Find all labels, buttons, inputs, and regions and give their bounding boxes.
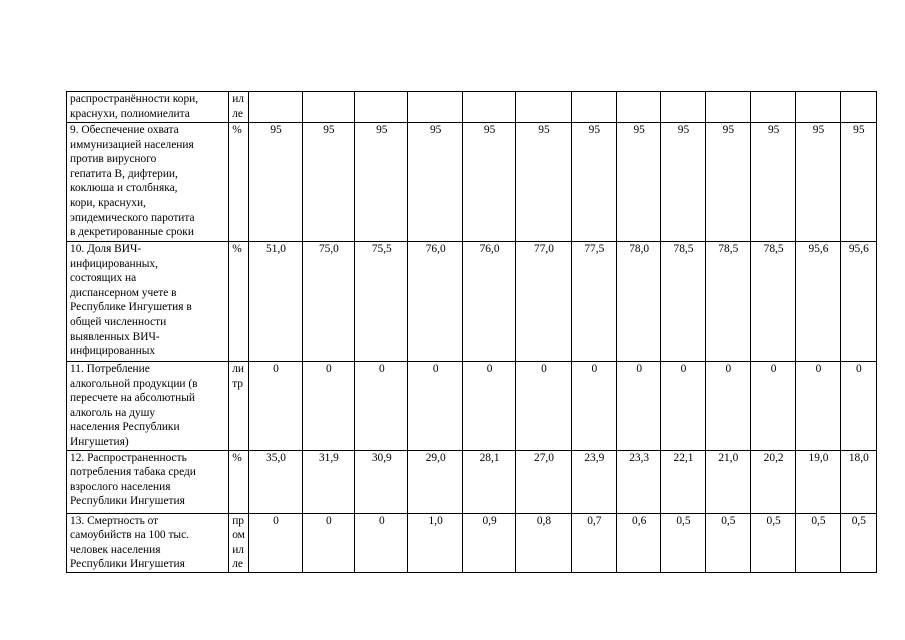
indicator-name-cell xyxy=(67,123,229,242)
value-cell: 23,9 xyxy=(571,450,616,513)
value-cell xyxy=(249,92,302,123)
indicator-name-line: инфицированных xyxy=(70,345,156,358)
value-cell: 1,0 xyxy=(408,513,462,572)
value-cell: 0 xyxy=(796,362,840,451)
value-cell: 77,0 xyxy=(516,242,571,362)
indicator-name-line: краснухи, полиомиелита xyxy=(70,107,190,120)
value-cell: 19,0 xyxy=(796,450,840,513)
indicator-name-line: иммунизацией населения xyxy=(70,138,194,151)
table-row xyxy=(67,242,877,362)
value-cell: 95 xyxy=(750,123,795,242)
unit-line: % xyxy=(232,124,242,136)
indicator-name-line: диспансерном учете в xyxy=(70,286,177,299)
value-cell: 77,5 xyxy=(571,242,616,362)
indicator-name-cell xyxy=(67,242,229,362)
value-cell xyxy=(302,92,354,123)
value-cell xyxy=(750,92,795,123)
unit-line: ом xyxy=(232,529,245,542)
unit-cell xyxy=(229,123,249,242)
value-cell: 29,0 xyxy=(408,450,462,513)
value-cell: 0 xyxy=(355,362,408,451)
indicator-name-line: против вирусного xyxy=(70,153,157,166)
indicator-name-line: потребления табака среди xyxy=(70,466,196,479)
indicator-name-line: 13. Смертность от xyxy=(70,514,159,527)
value-cell xyxy=(462,92,515,123)
value-cell xyxy=(617,92,661,123)
indicator-name-line: пересчете на абсолютный xyxy=(70,392,195,405)
value-cell: 0 xyxy=(302,362,354,451)
indicators-table xyxy=(66,91,877,573)
value-cell: 76,0 xyxy=(408,242,462,362)
unit-line: % xyxy=(232,451,242,464)
value-cell: 95 xyxy=(661,123,705,242)
value-cell: 0 xyxy=(571,362,616,451)
unit-line: ле xyxy=(232,107,243,120)
value-cell: 31,9 xyxy=(302,450,354,513)
value-cell: 0,5 xyxy=(705,513,750,572)
indicator-name-line: населения Республики xyxy=(70,421,180,434)
indicator-name-cell xyxy=(67,362,229,451)
indicator-name-line: Республике Ингушетия в xyxy=(70,301,192,314)
value-cell: 95 xyxy=(796,123,840,242)
value-cell: 0,5 xyxy=(840,513,876,572)
value-cell: 95 xyxy=(516,123,571,242)
indicator-name-line: распространённости кори, xyxy=(70,93,199,105)
indicator-name-cell xyxy=(67,513,229,572)
value-cell: 0,5 xyxy=(661,513,705,572)
indicator-name-line: выявленных ВИЧ- xyxy=(70,330,160,343)
table-row xyxy=(67,92,877,123)
indicator-name-line: в декретированные сроки xyxy=(70,226,194,239)
indicator-name-line: состоящих на xyxy=(70,272,137,285)
value-cell: 30,9 xyxy=(355,450,408,513)
value-cell: 78,5 xyxy=(750,242,795,362)
value-cell: 78,0 xyxy=(617,242,661,362)
indicator-name-line: человек населения xyxy=(70,543,161,556)
indicator-name-line: Республики Ингушетия xyxy=(70,495,185,508)
value-cell: 95 xyxy=(249,123,302,242)
unit-line: тр xyxy=(232,377,243,390)
value-cell: 0,9 xyxy=(462,513,515,572)
indicator-name-line: инфицированных, xyxy=(70,257,158,270)
value-cell: 76,0 xyxy=(462,242,515,362)
value-cell: 0 xyxy=(408,362,462,451)
indicator-name-cell xyxy=(67,92,229,123)
value-cell: 0,6 xyxy=(617,513,661,572)
table-row xyxy=(67,450,877,513)
value-cell: 0,7 xyxy=(571,513,616,572)
indicator-name-line: взрослого населения xyxy=(70,480,171,493)
value-cell: 27,0 xyxy=(516,450,571,513)
indicator-name-line: алкогольной продукции (в xyxy=(70,377,198,390)
value-cell: 0 xyxy=(355,513,408,572)
value-cell: 95 xyxy=(355,123,408,242)
value-cell: 0,5 xyxy=(750,513,795,572)
unit-line: пр xyxy=(232,514,244,527)
table-row xyxy=(67,362,877,451)
value-cell: 95 xyxy=(617,123,661,242)
value-cell: 95 xyxy=(705,123,750,242)
value-cell: 0 xyxy=(750,362,795,451)
value-cell xyxy=(705,92,750,123)
value-cell: 21,0 xyxy=(705,450,750,513)
value-cell: 18,0 xyxy=(840,450,876,513)
unit-line: ил xyxy=(232,93,244,105)
indicator-name-line: 11. Потребление xyxy=(70,363,150,375)
indicator-name-line: 9. Обеспечение охвата xyxy=(70,124,179,136)
indicator-name-line: коклюша и столбняка, xyxy=(70,182,178,195)
value-cell: 23,3 xyxy=(617,450,661,513)
unit-line: ли xyxy=(232,363,244,375)
value-cell: 0 xyxy=(840,362,876,451)
indicator-name-line: гепатита В, дифтерии, xyxy=(70,167,178,180)
value-cell: 0 xyxy=(617,362,661,451)
value-cell: 0 xyxy=(661,362,705,451)
value-cell: 95 xyxy=(462,123,515,242)
value-cell: 20,2 xyxy=(750,450,795,513)
table-row xyxy=(67,123,877,242)
indicator-name-line: кори, краснухи, xyxy=(70,196,146,209)
unit-line: ле xyxy=(232,558,243,571)
value-cell: 0 xyxy=(462,362,515,451)
value-cell xyxy=(408,92,462,123)
value-cell xyxy=(571,92,616,123)
unit-cell xyxy=(229,362,249,451)
value-cell: 75,0 xyxy=(302,242,354,362)
indicator-name-line: 10. Доля ВИЧ- xyxy=(70,243,142,255)
value-cell: 0 xyxy=(705,362,750,451)
value-cell: 28,1 xyxy=(462,450,515,513)
unit-cell xyxy=(229,242,249,362)
value-cell: 22,1 xyxy=(661,450,705,513)
table-row xyxy=(67,513,877,572)
value-cell: 0 xyxy=(249,513,302,572)
unit-cell xyxy=(229,450,249,513)
indicator-name-line: 12. Распространенность xyxy=(70,451,187,464)
value-cell xyxy=(796,92,840,123)
indicator-name-line: Ингушетия) xyxy=(70,435,129,448)
indicator-name-line: эпидемического паротита xyxy=(70,211,195,224)
value-cell xyxy=(840,92,876,123)
unit-line: % xyxy=(232,243,242,255)
value-cell: 0,5 xyxy=(796,513,840,572)
value-cell: 95 xyxy=(408,123,462,242)
value-cell: 0 xyxy=(302,513,354,572)
indicator-name-line: общей численности xyxy=(70,315,167,328)
value-cell: 95,6 xyxy=(796,242,840,362)
indicator-name-line: самоубийств на 100 тыс. xyxy=(70,529,189,542)
value-cell xyxy=(516,92,571,123)
value-cell: 0 xyxy=(249,362,302,451)
unit-cell xyxy=(229,92,249,123)
value-cell: 95 xyxy=(571,123,616,242)
value-cell: 0 xyxy=(516,362,571,451)
value-cell: 95 xyxy=(840,123,876,242)
indicator-name-line: алкоголь на душу xyxy=(70,406,156,419)
value-cell: 0,8 xyxy=(516,513,571,572)
value-cell: 78,5 xyxy=(705,242,750,362)
value-cell: 95,6 xyxy=(840,242,876,362)
unit-cell xyxy=(229,513,249,572)
value-cell: 75,5 xyxy=(355,242,408,362)
indicator-name-cell xyxy=(67,450,229,513)
value-cell xyxy=(355,92,408,123)
value-cell: 35,0 xyxy=(249,450,302,513)
value-cell: 95 xyxy=(302,123,354,242)
indicator-name-line: Республики Ингушетия xyxy=(70,558,185,571)
value-cell: 51,0 xyxy=(249,242,302,362)
value-cell xyxy=(661,92,705,123)
value-cell: 78,5 xyxy=(661,242,705,362)
unit-line: ил xyxy=(232,543,244,556)
